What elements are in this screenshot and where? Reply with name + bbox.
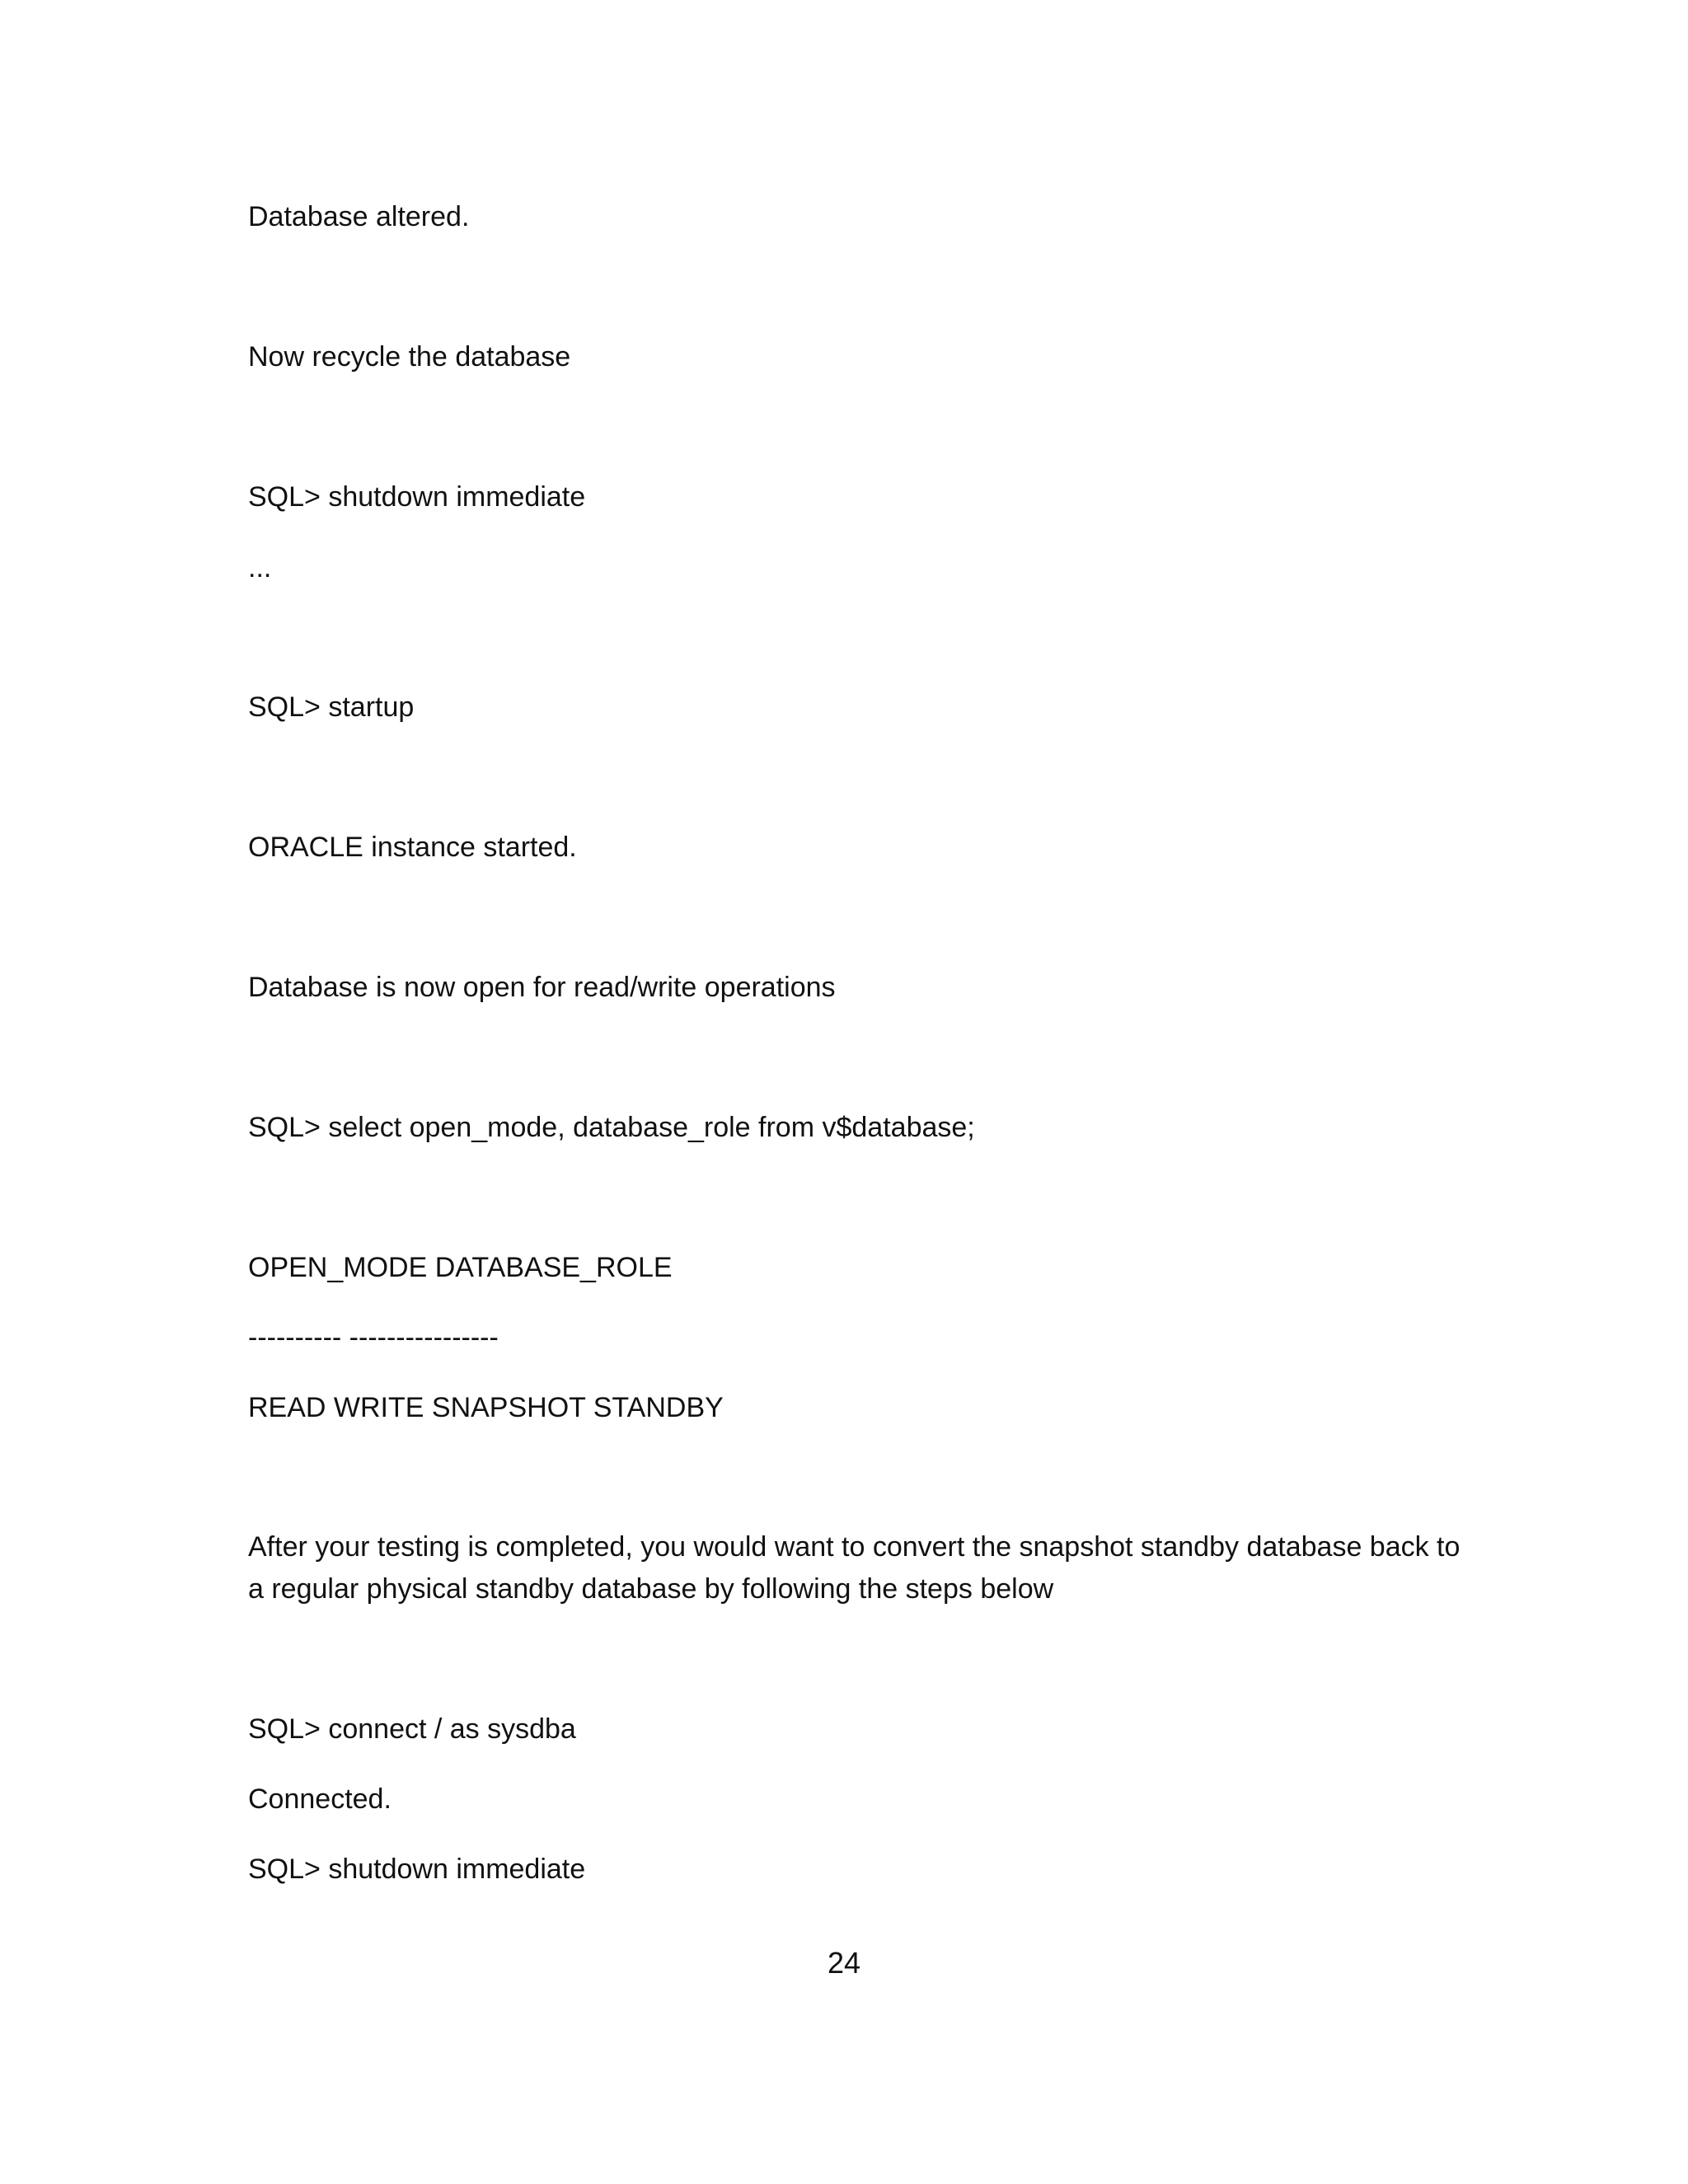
sql-startup: SQL> startup (248, 691, 415, 723)
result-column-headers: OPEN_MODE DATABASE_ROLE (248, 1252, 673, 1283)
result-separator: ---------- ---------------- (248, 1322, 499, 1353)
sql-shutdown-immediate: SQL> shutdown immediate (248, 481, 586, 513)
text-instance-started: ORACLE instance started. (248, 832, 577, 863)
sql-shutdown-immediate-2: SQL> shutdown immediate (248, 1854, 586, 1885)
text-ellipsis: ... (248, 552, 272, 583)
text-connected: Connected. (248, 1783, 392, 1815)
page-number: 24 (827, 1946, 861, 1980)
sql-connect-sysdba: SQL> connect / as sysdba (248, 1713, 576, 1745)
sql-select-open-mode: SQL> select open_mode, database_role from v$database; (248, 1112, 975, 1143)
text-recycle-instruction: Now recycle the database (248, 341, 571, 373)
text-after-testing-paragraph: After your testing is completed, you would want to convert the snapshot standby database back to a regular physical standby database by following the steps below (248, 1531, 1461, 1605)
text-open-read-write: Database is now open for read/write operations (248, 972, 836, 1003)
text-database-altered: Database altered. (248, 201, 470, 232)
result-row: READ WRITE SNAPSHOT STANDBY (248, 1392, 724, 1423)
